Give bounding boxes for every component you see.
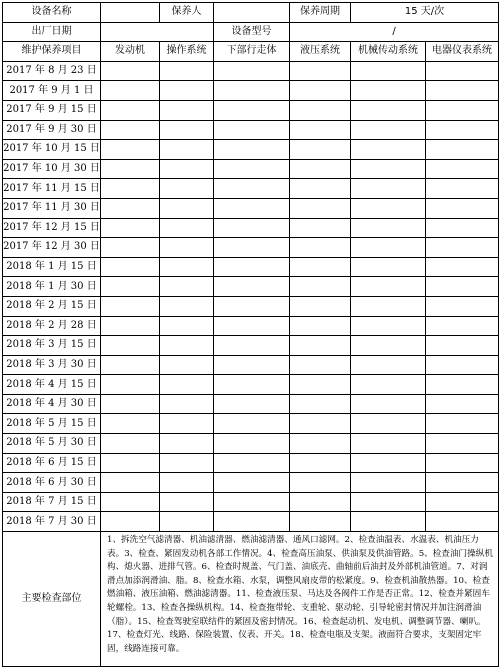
record-cell[interactable] — [351, 81, 426, 101]
maintenance-date: 2018 年 5 月 30 日 — [3, 434, 101, 454]
maintenance-date: 2018 年 7 月 30 日 — [3, 512, 101, 532]
record-cell[interactable] — [290, 61, 351, 81]
record-cell[interactable] — [290, 453, 351, 473]
record-cell[interactable] — [290, 159, 351, 179]
table-row — [3, 316, 499, 336]
record-cell[interactable] — [160, 238, 214, 258]
maintainer-value[interactable] — [214, 3, 290, 23]
record-cell[interactable] — [351, 414, 426, 434]
record-cell[interactable] — [426, 336, 499, 356]
maintenance-date: 2017 年 9 月 30 日 — [3, 120, 101, 140]
record-cell[interactable] — [351, 434, 426, 454]
record-cell[interactable] — [101, 159, 160, 179]
record-cell[interactable] — [101, 140, 160, 160]
record-cell[interactable] — [351, 394, 426, 414]
record-cell[interactable] — [214, 277, 290, 297]
cycle-label: 保养周期 — [290, 3, 351, 23]
record-cell[interactable] — [214, 453, 290, 473]
record-cell[interactable] — [351, 355, 426, 375]
record-cell[interactable] — [426, 277, 499, 297]
record-cell[interactable] — [101, 81, 160, 101]
record-cell[interactable] — [160, 140, 214, 160]
record-cell[interactable] — [214, 238, 290, 258]
record-cell[interactable] — [290, 434, 351, 454]
record-cell[interactable] — [160, 257, 214, 277]
record-cell[interactable] — [426, 375, 499, 395]
record-cell[interactable] — [290, 336, 351, 356]
record-cell[interactable] — [160, 512, 214, 532]
record-cell[interactable] — [290, 140, 351, 160]
maintenance-date: 2017 年 12 月 30 日 — [3, 238, 101, 258]
record-cell[interactable] — [101, 453, 160, 473]
record-cell[interactable] — [351, 316, 426, 336]
table-row — [3, 473, 499, 493]
record-cell[interactable] — [101, 120, 160, 140]
table-row — [3, 375, 499, 395]
record-cell[interactable] — [426, 394, 499, 414]
column-header-undercarriage: 下部行走体 — [214, 42, 290, 62]
record-cell[interactable] — [214, 296, 290, 316]
record-cell[interactable] — [160, 179, 214, 199]
record-cell[interactable] — [290, 218, 351, 238]
record-cell[interactable] — [290, 492, 351, 512]
maintenance-date: 2018 年 7 月 15 日 — [3, 492, 101, 512]
record-cell[interactable] — [214, 257, 290, 277]
record-cell[interactable] — [214, 316, 290, 336]
record-cell[interactable] — [160, 473, 214, 493]
maintenance-date: 2018 年 5 月 15 日 — [3, 414, 101, 434]
manufacture-date-label: 出厂日期 — [3, 22, 101, 42]
record-cell[interactable] — [426, 414, 499, 434]
maintenance-date: 2018 年 3 月 30 日 — [3, 355, 101, 375]
record-cell[interactable] — [426, 198, 499, 218]
table-row — [3, 61, 499, 81]
table-row — [3, 512, 499, 532]
table-row — [3, 492, 499, 512]
record-cell[interactable] — [426, 492, 499, 512]
record-cell[interactable] — [101, 179, 160, 199]
record-cell[interactable] — [101, 473, 160, 493]
record-cell[interactable] — [160, 414, 214, 434]
record-cell[interactable] — [351, 277, 426, 297]
model-value: / — [290, 22, 499, 42]
record-cell[interactable] — [351, 336, 426, 356]
table-row — [3, 355, 499, 375]
record-cell[interactable] — [160, 277, 214, 297]
record-cell[interactable] — [160, 100, 214, 120]
record-cell[interactable] — [290, 355, 351, 375]
record-cell[interactable] — [101, 296, 160, 316]
record-cell[interactable] — [101, 336, 160, 356]
table-row — [3, 336, 499, 356]
record-cell[interactable] — [101, 316, 160, 336]
record-cell[interactable] — [351, 198, 426, 218]
table-row — [3, 198, 499, 218]
item-column-header: 维护保养项目 — [3, 42, 101, 62]
maintenance-date: 2018 年 4 月 30 日 — [3, 394, 101, 414]
maintenance-date: 2017 年 8 月 23 日 — [3, 61, 101, 81]
record-cell[interactable] — [101, 394, 160, 414]
maintenance-date: 2018 年 1 月 30 日 — [3, 277, 101, 297]
maintenance-date: 2018 年 6 月 30 日 — [3, 473, 101, 493]
record-cell[interactable] — [160, 375, 214, 395]
record-cell[interactable] — [214, 414, 290, 434]
table-row — [3, 453, 499, 473]
record-cell[interactable] — [101, 257, 160, 277]
record-cell[interactable] — [101, 375, 160, 395]
record-cell[interactable] — [160, 198, 214, 218]
record-cell[interactable] — [351, 257, 426, 277]
record-cell[interactable] — [426, 453, 499, 473]
main-inspection-parts-label: 主要检查部位 — [3, 532, 101, 667]
record-cell[interactable] — [214, 512, 290, 532]
column-header-row — [3, 42, 499, 62]
record-cell[interactable] — [290, 238, 351, 258]
header-row-2 — [3, 22, 499, 42]
record-cell[interactable] — [160, 355, 214, 375]
record-cell[interactable] — [426, 100, 499, 120]
record-cell[interactable] — [426, 81, 499, 101]
record-cell[interactable] — [290, 257, 351, 277]
record-cell[interactable] — [160, 492, 214, 512]
table-row — [3, 394, 499, 414]
record-cell[interactable] — [426, 355, 499, 375]
record-cell[interactable] — [214, 179, 290, 199]
record-cell[interactable] — [351, 473, 426, 493]
record-cell[interactable] — [101, 355, 160, 375]
maintenance-date: 2018 年 4 月 15 日 — [3, 375, 101, 395]
record-cell[interactable] — [351, 120, 426, 140]
record-cell[interactable] — [101, 100, 160, 120]
maintenance-date: 2017 年 10 月 15 日 — [3, 140, 101, 160]
record-cell[interactable] — [290, 120, 351, 140]
maintenance-date: 2018 年 2 月 28 日 — [3, 316, 101, 336]
record-cell[interactable] — [290, 375, 351, 395]
maintenance-date: 2018 年 2 月 15 日 — [3, 296, 101, 316]
record-cell[interactable] — [214, 61, 290, 81]
header-row-1 — [3, 3, 499, 23]
record-cell[interactable] — [426, 512, 499, 532]
record-cell[interactable] — [290, 198, 351, 218]
table-row — [3, 140, 499, 160]
maintenance-date: 2017 年 12 月 15 日 — [3, 218, 101, 238]
record-cell[interactable] — [351, 296, 426, 316]
record-cell[interactable] — [214, 120, 290, 140]
record-cell[interactable] — [351, 61, 426, 81]
record-cell[interactable] — [426, 120, 499, 140]
record-cell[interactable] — [351, 492, 426, 512]
table-row — [3, 414, 499, 434]
record-cell[interactable] — [290, 394, 351, 414]
column-header-mechanical-transmission: 机械传动系统 — [351, 42, 426, 62]
table-row — [3, 81, 499, 101]
maintenance-date: 2017 年 9 月 1 日 — [3, 81, 101, 101]
record-cell[interactable] — [290, 277, 351, 297]
record-cell[interactable] — [426, 473, 499, 493]
maintenance-date: 2018 年 3 月 15 日 — [3, 336, 101, 356]
record-cell[interactable] — [290, 100, 351, 120]
record-cell[interactable] — [290, 473, 351, 493]
maintenance-date: 2017 年 9 月 15 日 — [3, 100, 101, 120]
record-cell[interactable] — [351, 375, 426, 395]
record-cell[interactable] — [290, 414, 351, 434]
record-cell[interactable] — [351, 159, 426, 179]
column-header-electrical-instruments: 电器仪表系统 — [426, 42, 499, 62]
record-cell[interactable] — [160, 61, 214, 81]
record-cell[interactable] — [101, 61, 160, 81]
record-cell[interactable] — [101, 492, 160, 512]
table-row — [3, 434, 499, 454]
record-cell[interactable] — [426, 140, 499, 160]
record-cell[interactable] — [426, 316, 499, 336]
record-cell[interactable] — [426, 61, 499, 81]
record-cell[interactable] — [214, 336, 290, 356]
record-cell[interactable] — [160, 159, 214, 179]
table-row — [3, 120, 499, 140]
table-row — [3, 179, 499, 199]
record-cell[interactable] — [101, 277, 160, 297]
column-header-operating-system: 操作系统 — [160, 42, 214, 62]
record-cell[interactable] — [101, 512, 160, 532]
record-cell[interactable] — [351, 453, 426, 473]
record-cell[interactable] — [351, 100, 426, 120]
record-cell[interactable] — [290, 296, 351, 316]
equipment-name-value[interactable] — [101, 3, 160, 23]
record-cell[interactable] — [290, 81, 351, 101]
record-cell[interactable] — [101, 218, 160, 238]
model-label: 设备型号 — [214, 22, 290, 42]
record-cell[interactable] — [214, 492, 290, 512]
record-cell[interactable] — [214, 394, 290, 414]
record-cell[interactable] — [160, 81, 214, 101]
main-inspection-parts-text: 1、拆洗空气滤清器、机油滤清器、燃油滤清器、通风口滤网。2、检查油温表、水温表、机油压力表。3、检查、紧固发动机各部工作情况。4、检查高压油泵、供油泵及供油管路。5、检查油门操纵机构、熄火器、进排气管。6、检查时规盖、气门盖、油底壳、曲轴前后油封及外部机油管道。7、对润滑点加添润滑油、脂。8、检查水箱、水泵，调整风扇皮带的松紧度。9、检查机油散热器。10、检查燃油箱、液压油箱、燃油滤清器。11、检查液压泵、马达及各阀件工作是否正常。12、检查并紧固车轮螺栓。13、检查各操纵机构。14、检查拖带轮、支重轮、驱动轮、引导轮密封情况并加注润滑油（脂）。15、检查驾驶室联结件的紧固及密封情况。16、检查起动机、发电机、调整调节器、喇叭。17、检查灯光、线路、保险装置、仪表、开关。18、检查电瓶及支架。液面符合要求，支架固定牢固，线路连接可靠。 — [101, 532, 499, 667]
record-cell[interactable] — [426, 434, 499, 454]
record-cell[interactable] — [214, 473, 290, 493]
record-cell[interactable] — [290, 179, 351, 199]
record-cell[interactable] — [214, 375, 290, 395]
maintenance-date: 2017 年 11 月 30 日 — [3, 198, 101, 218]
equipment-name-label: 设备名称 — [3, 3, 101, 23]
table-row — [3, 296, 499, 316]
maintenance-date: 2018 年 6 月 15 日 — [3, 453, 101, 473]
table-row — [3, 100, 499, 120]
record-cell[interactable] — [160, 394, 214, 414]
record-cell[interactable] — [214, 218, 290, 238]
record-cell[interactable] — [160, 336, 214, 356]
record-cell[interactable] — [351, 140, 426, 160]
column-header-engine: 发动机 — [101, 42, 160, 62]
record-cell[interactable] — [351, 512, 426, 532]
record-cell[interactable] — [101, 238, 160, 258]
record-cell[interactable] — [214, 140, 290, 160]
record-cell[interactable] — [160, 120, 214, 140]
table-row — [3, 257, 499, 277]
record-cell[interactable] — [214, 355, 290, 375]
table-row — [3, 218, 499, 238]
record-cell[interactable] — [351, 238, 426, 258]
record-cell[interactable] — [426, 238, 499, 258]
record-cell[interactable] — [351, 218, 426, 238]
column-header-hydraulic-system: 液压系统 — [290, 42, 351, 62]
maintenance-record-table — [2, 2, 499, 667]
record-cell[interactable] — [101, 434, 160, 454]
record-cell[interactable] — [160, 316, 214, 336]
record-cell[interactable] — [214, 198, 290, 218]
record-cell[interactable] — [214, 159, 290, 179]
manufacture-date-value[interactable] — [101, 22, 214, 42]
record-cell[interactable] — [426, 159, 499, 179]
record-cell[interactable] — [426, 179, 499, 199]
record-cell[interactable] — [290, 512, 351, 532]
record-cell[interactable] — [426, 218, 499, 238]
table-row — [3, 238, 499, 258]
record-cell[interactable] — [101, 198, 160, 218]
cycle-value: 15 天/次 — [351, 3, 499, 23]
record-cell[interactable] — [214, 434, 290, 454]
record-cell[interactable] — [214, 100, 290, 120]
maintenance-date: 2018 年 1 月 15 日 — [3, 257, 101, 277]
maintenance-date: 2017 年 11 月 15 日 — [3, 179, 101, 199]
table-row — [3, 159, 499, 179]
maintainer-label: 保养人 — [160, 3, 214, 23]
record-cell[interactable] — [290, 316, 351, 336]
record-cell[interactable] — [160, 296, 214, 316]
table-row — [3, 277, 499, 297]
notes-row — [3, 532, 499, 667]
record-cell[interactable] — [160, 434, 214, 454]
record-cell[interactable] — [101, 414, 160, 434]
record-cell[interactable] — [160, 218, 214, 238]
record-cell[interactable] — [160, 453, 214, 473]
maintenance-date: 2017 年 10 月 30 日 — [3, 159, 101, 179]
record-cell[interactable] — [426, 257, 499, 277]
record-cell[interactable] — [351, 179, 426, 199]
record-cell[interactable] — [214, 81, 290, 101]
record-cell[interactable] — [426, 296, 499, 316]
